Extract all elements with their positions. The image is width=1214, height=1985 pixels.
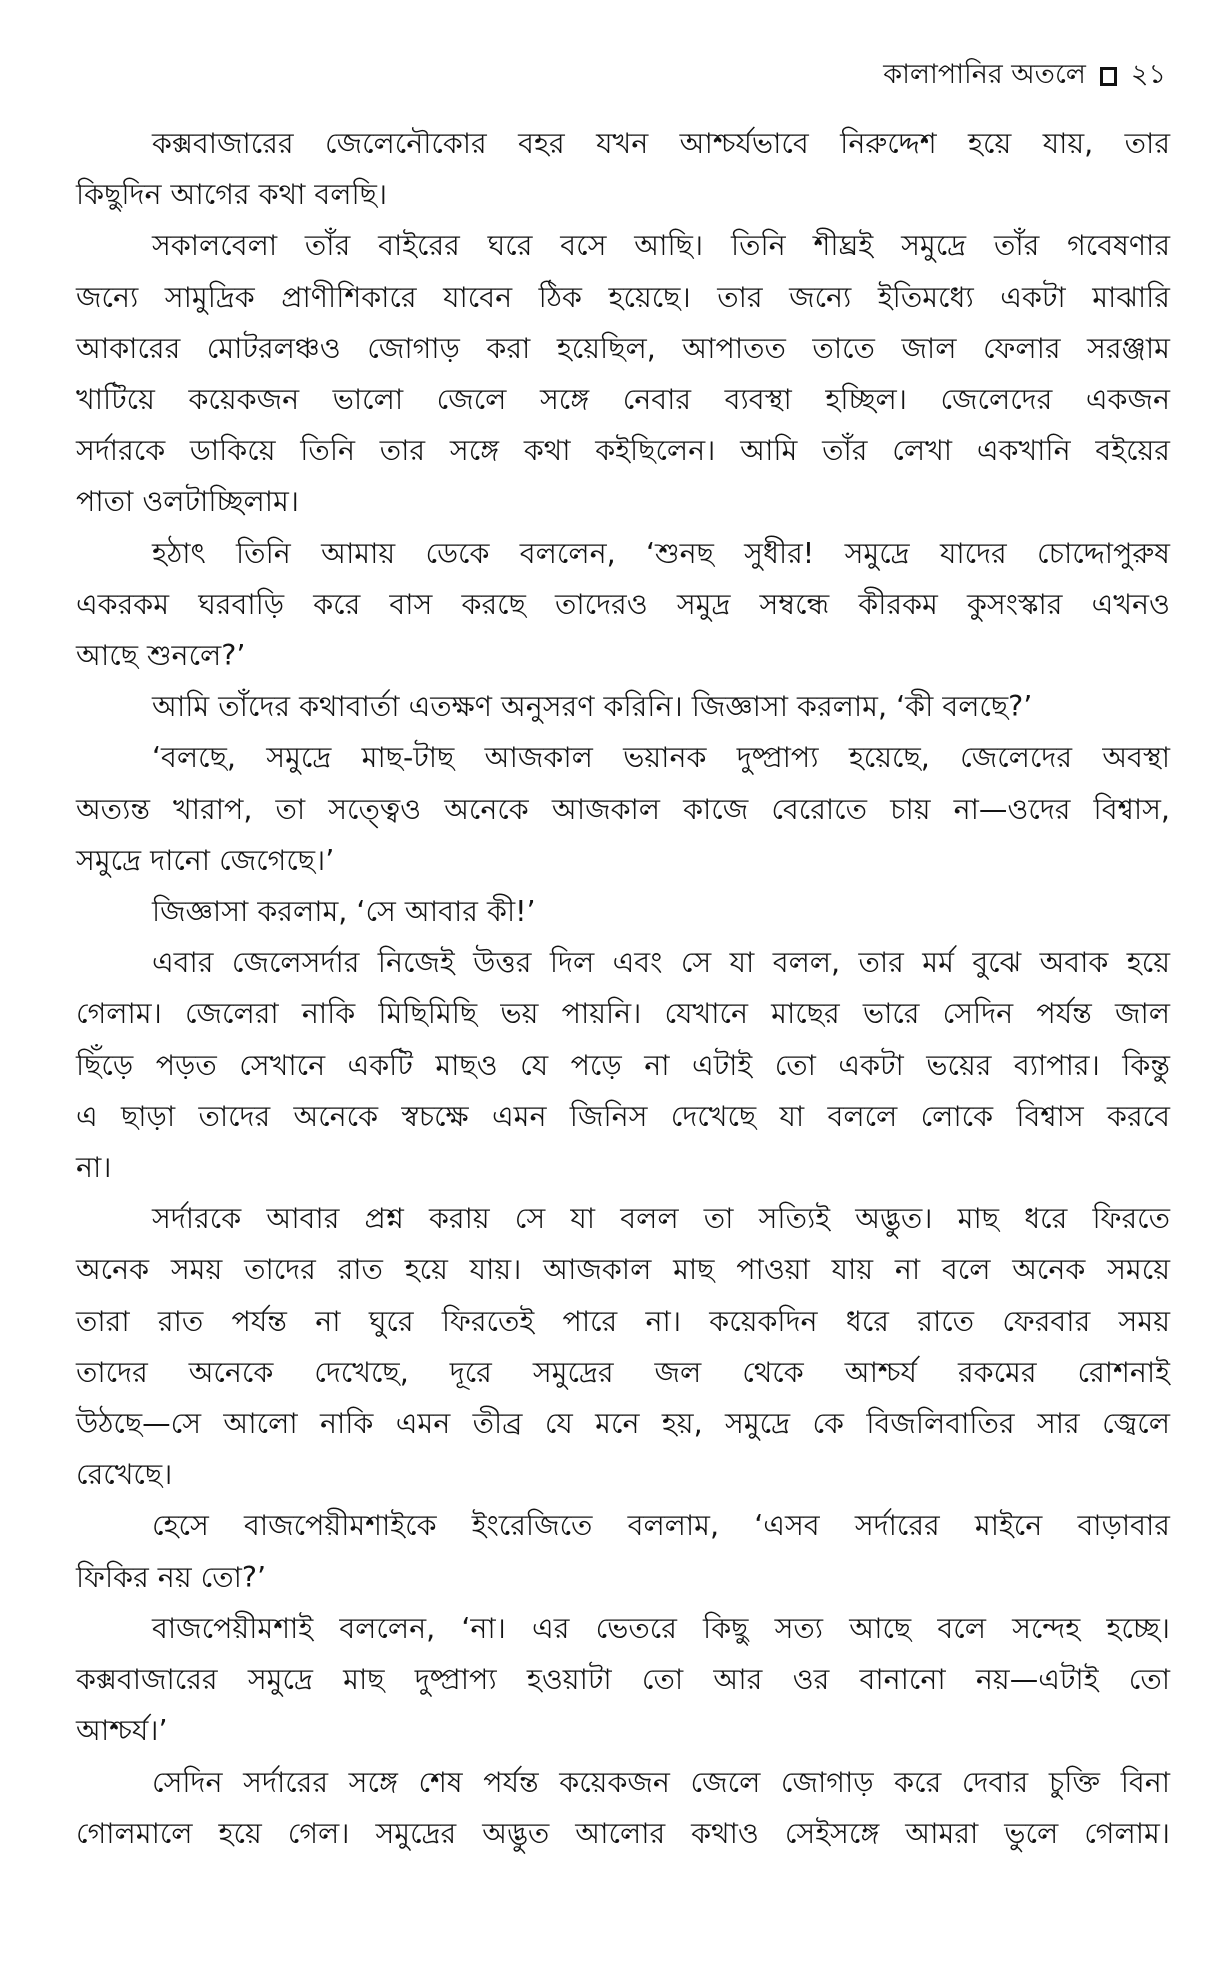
text-line: কক্সবাজারের সমুদ্রে মাছ দুষ্প্রাপ্য হওয়াটা তো আর ওর বানানো নয়—এটাই তো: [76, 1663, 1170, 1697]
text-line: গেলাম। জেলেরা নাকি মিছিমিছি ভয় পায়নি। যেখানে মাছের ভারে সেদিন পর্যন্ত জাল: [76, 997, 1170, 1031]
paragraph: [76, 886, 1170, 937]
text-line: হেসে বাজপেয়ীমশাইকে ইংরেজিতে বললাম, ‘এসব সর্দারের মাইনে বাড়াবার: [152, 1509, 1170, 1543]
text-line: আশ্চর্য।’: [76, 1714, 168, 1748]
text-line: অত্যন্ত খারাপ, তা সত্ত্বেও অনেকে আজকাল কাজে বেরোতে চায় না—ওদের বিশ্বাস,: [76, 792, 1170, 826]
text-line: এবার জেলেসর্দার নিজেই উত্তর দিল এবং সে যা বলল, তার মর্ম বুঝে অবাক হয়ে: [152, 946, 1170, 980]
text-line: তাদের অনেকে দেখেছে, দূরে সমুদ্রের জল থেকে আশ্চর্য রকমের রোশনাই: [76, 1355, 1170, 1389]
paragraph: [76, 1500, 1170, 1602]
text-line: সকালবেলা তাঁর বাইরের ঘরে বসে আছি। তিনি শীঘ্রই সমুদ্রে তাঁর গবেষণার: [152, 229, 1170, 263]
page-number: ২১: [1130, 59, 1166, 90]
text-line: ছিঁড়ে পড়ত সেখানে একটি মাছও যে পড়ে না এটাই তো একটা ভয়ের ব্যাপার। কিন্তু: [76, 1048, 1170, 1082]
paragraph: [76, 937, 1170, 1193]
text-line: একরকম ঘরবাড়ি করে বাস করছে তাদেরও সমুদ্র সম্বন্ধে কীরকম কুসংস্কার এখনও: [76, 587, 1170, 621]
text-line: আছে শুনলে?’: [76, 639, 246, 673]
text-line: বাজপেয়ীমশাই বললেন, ‘না। এর ভেতরে কিছু সত্য আছে বলে সন্দেহ হচ্ছে।: [152, 1611, 1170, 1645]
text-line: রেখেছে।: [76, 1458, 173, 1492]
text-line: জন্যে সামুদ্রিক প্রাণীশিকারে যাবেন ঠিক হয়েছে। তার জন্যে ইতিমধ্যে একটা মাঝারি: [76, 280, 1170, 314]
text-line: আকারের মোটরলঞ্চও জোগাড় করা হয়েছিল, আপাতত তাতে জাল ফেলার সরঞ্জাম: [76, 331, 1170, 365]
text-line: উঠছে—সে আলো নাকি এমন তীব্র যে মনে হয়, সমুদ্রে কে বিজলিবাতির সার জ্বেলে: [76, 1407, 1170, 1441]
paragraph: [76, 1757, 1170, 1859]
text-line: সেদিন সর্দারের সঙ্গে শেষ পর্যন্ত কয়েকজন জেলে জোগাড় করে দেবার চুক্তি বিনা: [152, 1765, 1170, 1799]
text-line: ‘বলছে, সমুদ্রে মাছ-টাছ আজকাল ভয়ানক দুষ্প্রাপ্য হয়েছে, জেলেদের অবস্থা: [152, 741, 1170, 775]
square-box-icon: [1100, 67, 1117, 86]
text-line: খাটিয়ে কয়েকজন ভালো জেলে সঙ্গে নেবার ব্যবস্থা হচ্ছিল। জেলেদের একজন: [76, 383, 1170, 417]
text-line: এ ছাড়া তাদের অনেকে স্বচক্ষে এমন জিনিস দেখেছে যা বললে লোকে বিশ্বাস করবে: [76, 1099, 1170, 1133]
page-body-text: [76, 118, 1170, 1859]
paragraph: [76, 1193, 1170, 1500]
running-header: [883, 54, 1166, 99]
text-line: সর্দারকে আবার প্রশ্ন করায় সে যা বলল তা সত্যিই অদ্ভুত। মাছ ধরে ফিরতে: [152, 1202, 1170, 1236]
text-line: আমি তাঁদের কথাবার্তা এতক্ষণ অনুসরণ করিনি। জিজ্ঞাসা করলাম, ‘কী বলছে?’: [152, 690, 1033, 724]
paragraph: [76, 732, 1170, 886]
text-line: পাতা ওলটাচ্ছিলাম।: [76, 485, 299, 519]
text-line: হঠাৎ তিনি আমায় ডেকে বললেন, ‘শুনছ সুধীর! সমুদ্রে যাদের চোদ্দোপুরুষ: [152, 536, 1170, 570]
text-line: কক্সবাজারের জেলেনৌকোর বহর যখন আশ্চর্যভাবে নিরুদ্দেশ হয়ে যায়, তার: [152, 127, 1170, 160]
text-line: জিজ্ঞাসা করলাম, ‘সে আবার কী!’: [152, 895, 536, 929]
paragraph: [76, 681, 1170, 732]
text-line: কিছুদিন আগের কথা বলছি।: [76, 178, 388, 212]
text-line: গোলমালে হয়ে গেল। সমুদ্রের অদ্ভুত আলোর কথাও সেইসঙ্গে আমরা ভুলে গেলাম।: [76, 1816, 1170, 1850]
book-title: কালাপানির অতলে: [883, 59, 1086, 90]
paragraph: [76, 528, 1170, 682]
text-line: না।: [76, 1151, 112, 1185]
text-line: তারা রাত পর্যন্ত না ঘুরে ফিরতেই পারে না। কয়েকদিন ধরে রাতে ফেরবার সময়: [76, 1304, 1170, 1338]
text-line: ফিকির নয় তো?’: [76, 1560, 267, 1594]
paragraph: [76, 1603, 1170, 1757]
paragraph: [76, 118, 1170, 220]
paragraph: [76, 220, 1170, 527]
text-line: অনেক সময় তাদের রাত হয়ে যায়। আজকাল মাছ পাওয়া যায় না বলে অনেক সময়ে: [76, 1253, 1170, 1287]
text-line: সর্দারকে ডাকিয়ে তিনি তার সঙ্গে কথা কইছিলেন। আমি তাঁর লেখা একখানি বইয়ের: [76, 434, 1170, 468]
text-line: সমুদ্রে দানো জেগেছে।’: [76, 843, 335, 877]
